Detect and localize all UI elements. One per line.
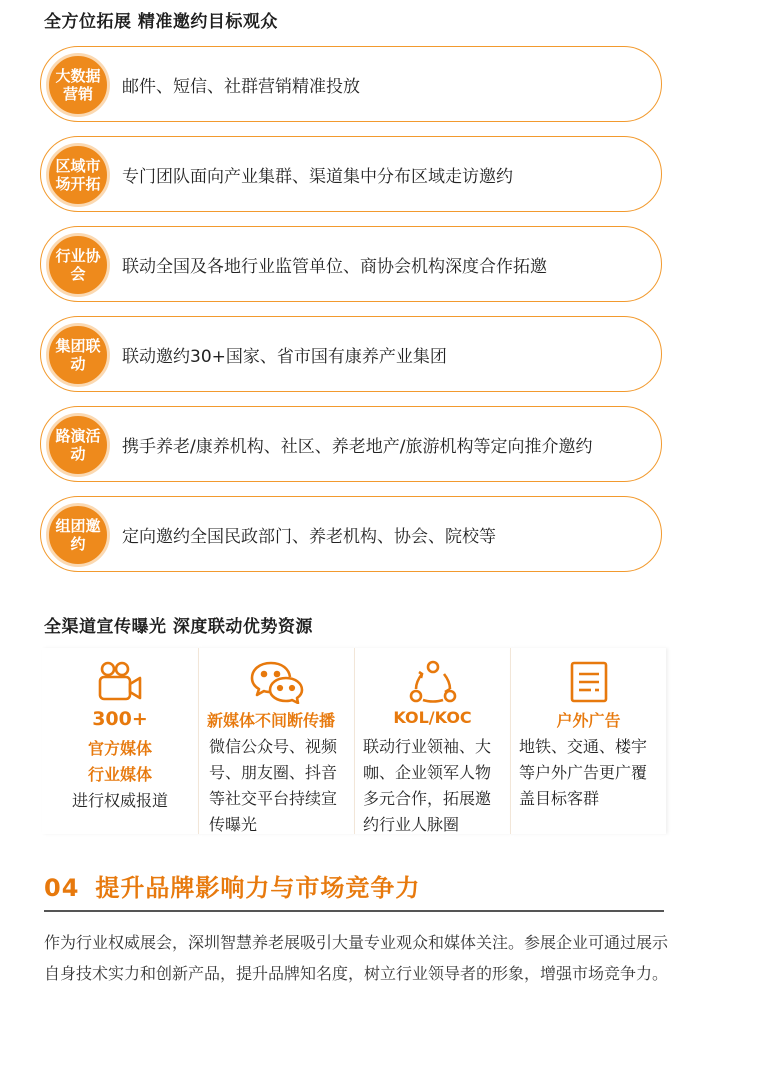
section-number: 04 [44, 874, 80, 902]
list-item [40, 496, 662, 572]
card-official-media [42, 648, 198, 834]
official-media-label: 官方媒体 [87, 739, 152, 758]
billboard-icon [511, 660, 666, 704]
card-kol [354, 648, 510, 834]
section-heading-text: 提升品牌影响力与市场竞争力 [95, 874, 421, 902]
channel-badge: 集团联动 [46, 323, 110, 387]
section-title-audience: 全方位拓展 精准邀约目标观众 [44, 12, 278, 32]
body-paragraph: 作为行业权威展会，深圳智慧养老展吸引大量专业观众和媒体关注。参展企业可通过展示自身技术实力和创新产品，提升品牌知名度，树立行业领导者的形象，增强市场竞争力。 [44, 933, 669, 983]
channel-badge: 组团邀约 [46, 503, 110, 567]
divider [44, 910, 664, 912]
list-item [40, 136, 662, 212]
channel-text: 邮件、短信、社群营销精准投放 [122, 77, 360, 97]
channel-text: 联动全国及各地行业监管单位、商协会机构深度合作拓邀 [122, 257, 547, 277]
channel-text: 专门团队面向产业集群、渠道集中分布区域走访邀约 [122, 167, 513, 187]
card-new-media [198, 648, 354, 834]
card-description: 联动行业领袖、大咖、企业领军人物多元合作，拓展邀约行业人脉圈 [363, 737, 492, 834]
list-item [40, 226, 662, 302]
channel-text: 联动邀约30+国家、省市国有康养产业集团 [122, 347, 447, 367]
channel-text: 携手养老/康养机构、社区、养老地产/旅游机构等定向推介邀约 [122, 437, 593, 457]
invitation-channel-list [40, 46, 662, 586]
card-description: 地铁、交通、楼宇等户外广告更广覆盖目标客群 [519, 737, 648, 808]
card-heading: KOL/KOC [393, 708, 472, 727]
channel-badge: 行业协会 [46, 233, 110, 297]
list-item [40, 46, 662, 122]
channel-badge: 大数据营销 [46, 53, 110, 117]
card-heading: 户外广告 [556, 711, 621, 730]
card-description: 进行权威报道 [71, 791, 168, 810]
media-count: 300+ [92, 708, 148, 730]
industry-media-label: 行业媒体 [87, 765, 152, 784]
channel-badge: 区域市场开拓 [46, 143, 110, 207]
card-outdoor-ads [510, 648, 666, 834]
network-icon [355, 660, 510, 704]
card-description: 微信公众号、视频号、朋友圈、抖音等社交平台持续宣传曝光 [209, 737, 338, 834]
card-heading: 新媒体不间断传播 [207, 711, 336, 730]
video-camera-icon [42, 660, 198, 704]
list-item [40, 406, 662, 482]
wechat-icon [199, 660, 354, 704]
section-title-promotion: 全渠道宣传曝光 深度联动优势资源 [44, 617, 313, 637]
list-item [40, 316, 662, 392]
channel-badge: 路演活动 [46, 413, 110, 477]
promotion-cards [42, 648, 666, 834]
channel-text: 定向邀约全国民政部门、养老机构、协会、院校等 [122, 527, 496, 547]
section-heading-brand [44, 868, 420, 903]
